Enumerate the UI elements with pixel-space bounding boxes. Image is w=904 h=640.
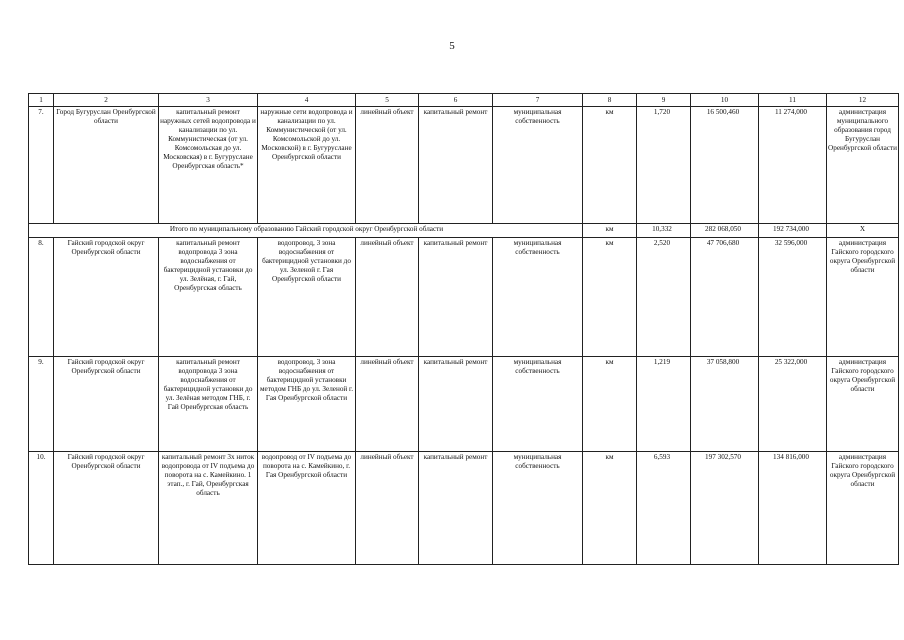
column-number-row bbox=[29, 94, 899, 107]
work-name-cell: капитальный ремонт 3х ниток водопровода от IV подъема до поворота на с. Камейкино. 1 этап., г. Гай, Оренбургская область bbox=[159, 452, 258, 565]
cost-cell: 47 706,680 bbox=[691, 238, 759, 357]
cost-cell: 37 058,800 bbox=[691, 357, 759, 452]
page-number: 5 bbox=[449, 40, 455, 52]
work-name-cell: капитальный ремонт наружных сетей водопровода и канализации по ул. Коммунистическая (от ул. Комсомольская до ул. Московская) в г. Бугуруслане Оренбургская область* bbox=[159, 107, 258, 224]
work-name-cell: капитальный ремонт водопровода 3 зона водоснабжения от бактерицидной установки до ул. Зелёная методом ГНБ, г. Гай Оренбургская область bbox=[159, 357, 258, 452]
col-header-1: 1 bbox=[29, 94, 54, 107]
row-number: 8. bbox=[29, 238, 54, 357]
cost-cell: 197 302,570 bbox=[691, 452, 759, 565]
object-name-cell: водопровод от IV подъема до поворота на с. Камейкино, г. Гая Оренбургской области bbox=[258, 452, 356, 565]
table-row bbox=[29, 357, 899, 452]
col-header-10: 10 bbox=[691, 94, 759, 107]
table-row bbox=[29, 107, 899, 224]
funds-cell: 11 274,000 bbox=[759, 107, 827, 224]
ownership-cell: муниципальная собственность bbox=[493, 357, 583, 452]
funds-cell: 134 816,000 bbox=[759, 452, 827, 565]
total-customer: Х bbox=[827, 224, 899, 238]
work-kind-cell: капитальный ремонт bbox=[419, 107, 493, 224]
length-cell: 2,520 bbox=[637, 238, 691, 357]
unit-cell: км bbox=[583, 452, 637, 565]
col-header-6: 6 bbox=[419, 94, 493, 107]
ownership-cell: муниципальная собственность bbox=[493, 238, 583, 357]
total-cost: 282 068,050 bbox=[691, 224, 759, 238]
object-name-cell: водопровод, 3 зона водоснабжения от бактерицидной установки методом ГНБ до ул. Зеленой г. Гая Оренбургской области bbox=[258, 357, 356, 452]
cost-cell: 16 500,460 bbox=[691, 107, 759, 224]
col-header-11: 11 bbox=[759, 94, 827, 107]
work-kind-cell: капитальный ремонт bbox=[419, 238, 493, 357]
row-number: 10. bbox=[29, 452, 54, 565]
funds-cell: 25 322,000 bbox=[759, 357, 827, 452]
col-header-5: 5 bbox=[356, 94, 419, 107]
col-header-12: 12 bbox=[827, 94, 899, 107]
unit-cell: км bbox=[583, 107, 637, 224]
customer-cell: администрация Гайского городского округа Оренбургской области bbox=[827, 238, 899, 357]
col-header-3: 3 bbox=[159, 94, 258, 107]
territory-cell: Город Бугуруслан Оренбургской области bbox=[54, 107, 159, 224]
investment-table bbox=[28, 93, 899, 565]
work-name-cell: капитальный ремонт водопровода 3 зона водоснабжения от бактерицидной установки до ул. Зелёная, г. Гай, Оренбургская область bbox=[159, 238, 258, 357]
col-header-9: 9 bbox=[637, 94, 691, 107]
table-row bbox=[29, 452, 899, 565]
col-header-2: 2 bbox=[54, 94, 159, 107]
object-type-cell: линейный объект bbox=[356, 357, 419, 452]
territory-cell: Гайский городской округ Оренбургской области bbox=[54, 238, 159, 357]
total-length: 10,332 bbox=[637, 224, 691, 238]
row-number: 9. bbox=[29, 357, 54, 452]
customer-cell: администрация Гайского городского округа Оренбургской области bbox=[827, 452, 899, 565]
object-type-cell: линейный объект bbox=[356, 107, 419, 224]
length-cell: 6,593 bbox=[637, 452, 691, 565]
unit-cell: км bbox=[583, 357, 637, 452]
total-row bbox=[29, 224, 899, 238]
table-row bbox=[29, 238, 899, 357]
object-name-cell: наружные сети водопровода и канализации по ул. Коммунистической (от ул. Комсомольской до ул. Московской) в г. Бугуруслане Оренбургской области bbox=[258, 107, 356, 224]
total-label: Итого по муниципальному образованию Гайский городской округ Оренбургской области bbox=[29, 224, 583, 238]
work-kind-cell: капитальный ремонт bbox=[419, 357, 493, 452]
unit-cell: км bbox=[583, 238, 637, 357]
territory-cell: Гайский городской округ Оренбургской области bbox=[54, 452, 159, 565]
total-unit: км bbox=[583, 224, 637, 238]
object-type-cell: линейный объект bbox=[356, 238, 419, 357]
row-number: 7. bbox=[29, 107, 54, 224]
length-cell: 1,720 bbox=[637, 107, 691, 224]
ownership-cell: муниципальная собственность bbox=[493, 107, 583, 224]
territory-cell: Гайский городской округ Оренбургской области bbox=[54, 357, 159, 452]
object-name-cell: водопровод, 3 зона водоснабжения от бактерицидной установки до ул. Зеленой г. Гая Оренбургской области bbox=[258, 238, 356, 357]
work-kind-cell: капитальный ремонт bbox=[419, 452, 493, 565]
object-type-cell: линейный объект bbox=[356, 452, 419, 565]
customer-cell: администрация Гайского городского округа Оренбургской области bbox=[827, 357, 899, 452]
total-funds: 192 734,000 bbox=[759, 224, 827, 238]
customer-cell: администрация муниципального образования город Бугуруслан Оренбургской области bbox=[827, 107, 899, 224]
length-cell: 1,219 bbox=[637, 357, 691, 452]
col-header-4: 4 bbox=[258, 94, 356, 107]
col-header-8: 8 bbox=[583, 94, 637, 107]
col-header-7: 7 bbox=[493, 94, 583, 107]
funds-cell: 32 596,000 bbox=[759, 238, 827, 357]
ownership-cell: муниципальная собственность bbox=[493, 452, 583, 565]
